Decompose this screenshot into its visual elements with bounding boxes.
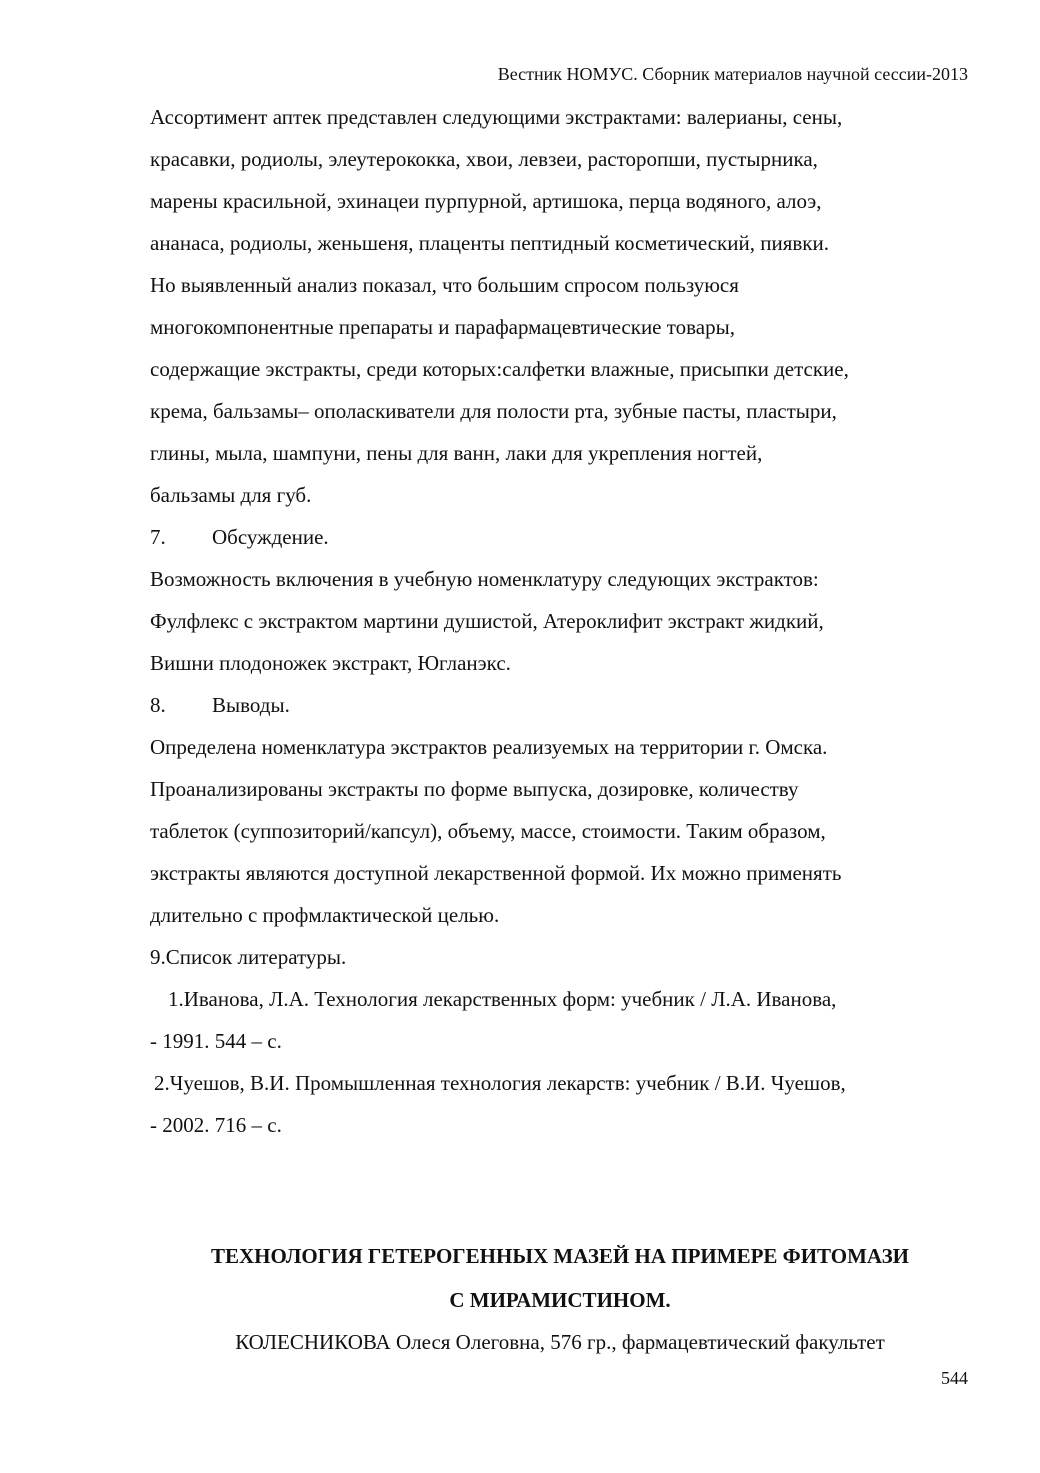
body-line: крема, бальзамы– ополаскиватели для полости рта, зубные пасты, пластыри,	[150, 399, 837, 423]
section-number: 8.	[150, 693, 166, 717]
article-body	[150, 96, 980, 1146]
body-line: марены красильной, эхинацеи пурпурной, артишока, перца водяного, алоэ,	[150, 189, 822, 213]
article-title-continuation: С МИРАМИСТИНОМ.	[449, 1288, 671, 1312]
reference-item-continuation: - 1991. 544 – с.	[150, 1029, 282, 1053]
section-heading-discussion	[150, 516, 980, 558]
body-line: Определена номенклатура экстрактов реализуемых на территории г. Омска.	[150, 735, 828, 759]
body-line: бальзамы для губ.	[150, 483, 312, 507]
body-line: содержащие экстракты, среди которых:салфетки влажные, присыпки детские,	[150, 357, 849, 381]
section-number: 7.	[150, 525, 166, 549]
reference-item-continuation: - 2002. 716 – с.	[150, 1113, 282, 1137]
body-line: Фулфлекс с экстрактом мартини душистой, Атероклифит экстракт жидкий,	[150, 609, 824, 633]
body-line: Возможность включения в учебную номенклатуру следующих экстрактов:	[150, 567, 819, 591]
body-line: таблеток (суппозиторий/капсул), объему, массе, стоимости. Таким образом,	[150, 819, 826, 843]
references-heading: 9.Список литературы.	[150, 945, 347, 969]
body-line: ананаса, родиолы, женьшеня, плаценты пептидный косметический, пиявки.	[150, 231, 829, 255]
section-title: Выводы.	[212, 693, 290, 717]
reference-item: 2.Чуешов, В.И. Промышленная технология лекарств: учебник / В.И. Чуешов,	[154, 1071, 846, 1095]
article-author: КОЛЕСНИКОВА Олеся Олеговна, 576 гр., фармацевтический факультет	[235, 1330, 885, 1354]
body-line: экстракты являются доступной лекарственной формой. Их можно применять	[150, 861, 842, 885]
section-title: Обсуждение.	[212, 525, 329, 549]
body-line: красавки, родиолы, элеутерококка, хвои, левзеи, расторопши, пустырника,	[150, 147, 818, 171]
body-line: глины, мыла, шампуни, пены для ванн, лаки для укрепления ногтей,	[150, 441, 763, 465]
body-line: Вишни плодоножек экстракт, Югланэкс.	[150, 651, 511, 675]
running-header: Вестник НОМУС. Сборник материалов научной сессии-2013	[497, 64, 968, 84]
body-line: многокомпонентные препараты и парафармацевтические товары,	[150, 315, 735, 339]
reference-item: 1.Иванова, Л.А. Технология лекарственных форм: учебник / Л.А. Иванова,	[168, 987, 837, 1011]
article-title: ТЕХНОЛОГИЯ ГЕТЕРОГЕННЫХ МАЗЕЙ НА ПРИМЕРЕ ФИТОМАЗИ	[210, 1244, 909, 1268]
page-number: 544	[941, 1368, 968, 1388]
body-line: Ассортимент аптек представлен следующими экстрактами: валерианы, сены,	[150, 105, 843, 129]
body-line: Но выявленный анализ показал, что большим спросом пользуюся	[150, 273, 739, 297]
body-line: длительно с профмлактической целью.	[150, 903, 500, 927]
section-heading-conclusions	[150, 684, 980, 726]
body-line: Проанализированы экстракты по форме выпуска, дозировке, количеству	[150, 777, 799, 801]
